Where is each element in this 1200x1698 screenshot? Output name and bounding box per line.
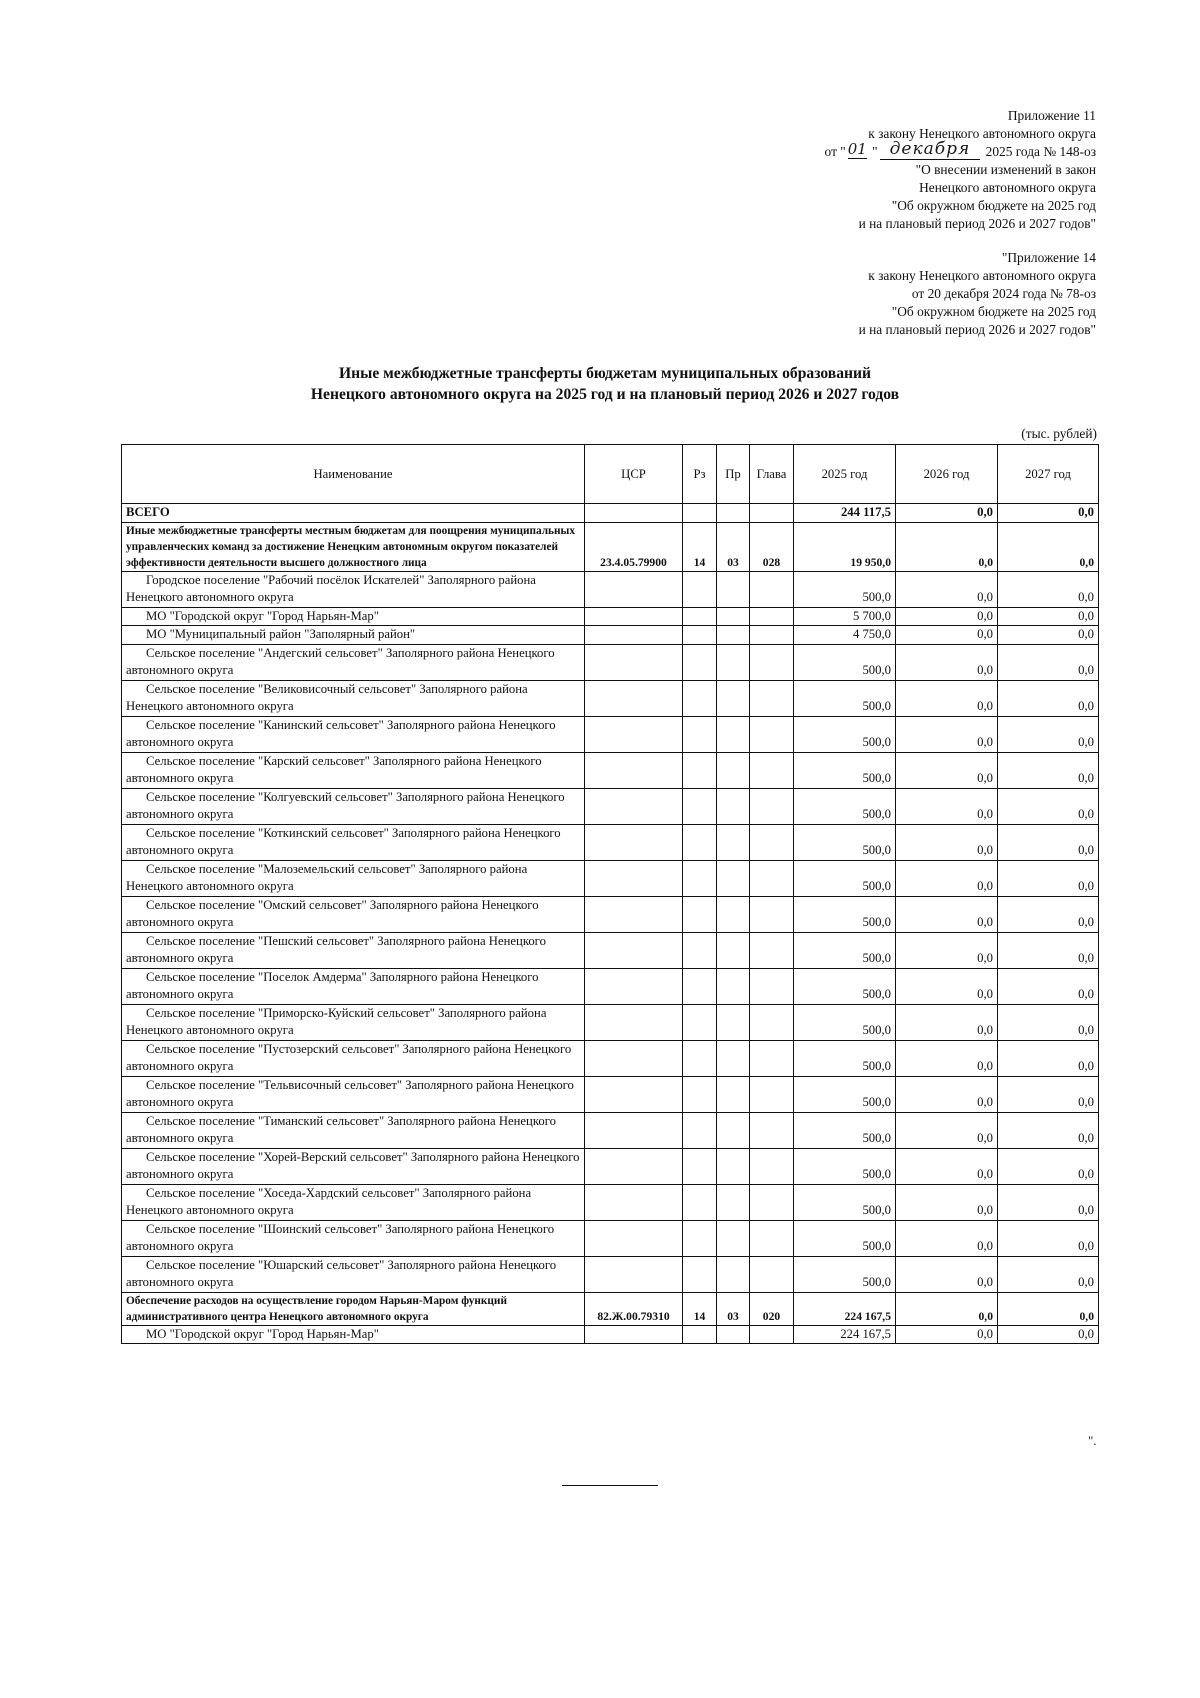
cell-pr: [717, 504, 750, 523]
cell-2027: 0,0: [998, 626, 1099, 645]
cell-2026: 0,0: [896, 626, 998, 645]
cell-2026: 0,0: [896, 1325, 998, 1344]
annex-title-1: "О внесении изменений в закон: [915, 162, 1096, 177]
section-row: [122, 522, 1099, 571]
table-row: [122, 752, 1099, 788]
cell-rz: [683, 824, 717, 860]
amended-law-title-1: "Об окружном бюджете на 2025 год: [891, 304, 1096, 319]
cell-pr: 03: [717, 522, 750, 571]
cell-glava: [750, 1076, 794, 1112]
cell-name-text: Сельское поселение "Пешский сельсовет" Заполярного района Ненецкого автономного округа: [126, 933, 546, 965]
cell-2025: 224 167,5: [794, 1325, 896, 1344]
cell-2025: 244 117,5: [794, 504, 896, 523]
cell-csr: [585, 504, 683, 523]
cell-2027: 0,0: [998, 1292, 1099, 1325]
cell-rz: [683, 1148, 717, 1184]
cell-name: [122, 1184, 585, 1220]
cell-pr: [717, 896, 750, 932]
cell-2027: 0,0: [998, 1076, 1099, 1112]
cell-2026: 0,0: [896, 1184, 998, 1220]
cell-rz: [683, 607, 717, 626]
cell-pr: [717, 968, 750, 1004]
cell-2027: 0,0: [998, 522, 1099, 571]
cell-2026: 0,0: [896, 1256, 998, 1292]
cell-rz: [683, 571, 717, 607]
cell-name: [122, 860, 585, 896]
cell-2026: 0,0: [896, 1076, 998, 1112]
cell-2027: 0,0: [998, 607, 1099, 626]
cell-2027: 0,0: [998, 716, 1099, 752]
cell-glava: [750, 571, 794, 607]
col-header-2026: 2026 год: [896, 445, 998, 504]
cell-glava: [750, 716, 794, 752]
cell-glava: [750, 1184, 794, 1220]
cell-name: [122, 752, 585, 788]
cell-glava: [750, 968, 794, 1004]
cell-name-text: Сельское поселение "Канинский сельсовет" Заполярного района Ненецкого автономного округа: [126, 717, 556, 749]
cell-csr: [585, 644, 683, 680]
end-divider: [562, 1485, 658, 1486]
cell-name: [122, 788, 585, 824]
cell-2026: 0,0: [896, 1148, 998, 1184]
cell-pr: [717, 1184, 750, 1220]
section-row: [122, 1292, 1099, 1325]
cell-2026: 0,0: [896, 752, 998, 788]
amended-annex-number: "Приложение 14: [1001, 250, 1096, 265]
cell-csr: [585, 1325, 683, 1344]
handwritten-day: 01: [847, 140, 867, 159]
cell-name: [122, 824, 585, 860]
cell-rz: [683, 626, 717, 645]
cell-csr: [585, 1148, 683, 1184]
cell-2025: 500,0: [794, 1112, 896, 1148]
cell-csr: 23.4.05.79900: [585, 522, 683, 571]
cell-name: [122, 1256, 585, 1292]
cell-rz: [683, 932, 717, 968]
cell-2026: 0,0: [896, 896, 998, 932]
cell-2026: 0,0: [896, 1040, 998, 1076]
cell-2025: 19 950,0: [794, 522, 896, 571]
annex-number: Приложение 11: [1007, 108, 1096, 123]
cell-csr: [585, 788, 683, 824]
cell-csr: [585, 1220, 683, 1256]
cell-glava: [750, 504, 794, 523]
cell-glava: [750, 1220, 794, 1256]
cell-csr: [585, 1076, 683, 1112]
cell-name-text: Сельское поселение "Хоседа-Хардский сельсовет" Заполярного района Ненецкого автономного округа: [126, 1185, 532, 1217]
cell-glava: [750, 896, 794, 932]
cell-2025: 4 750,0: [794, 626, 896, 645]
cell-glava: 028: [750, 522, 794, 571]
cell-name-text: Сельское поселение "Юшарский сельсовет" Заполярного района Ненецкого автономного округа: [126, 1257, 557, 1289]
annex-title-2: Ненецкого автономного округа: [919, 180, 1096, 195]
cell-glava: [750, 824, 794, 860]
cell-2027: 0,0: [998, 1040, 1099, 1076]
cell-rz: [683, 788, 717, 824]
cell-2026: 0,0: [896, 522, 998, 571]
cell-csr: [585, 752, 683, 788]
col-header-name: Наименование: [122, 445, 585, 504]
cell-csr: [585, 716, 683, 752]
cell-2025: 500,0: [794, 932, 896, 968]
annex-law-ref: к закону Ненецкого автономного округа: [868, 126, 1096, 141]
transfers-table: [121, 444, 1099, 1344]
units-label: (тыс. рублей): [1021, 426, 1097, 441]
cell-pr: [717, 752, 750, 788]
cell-csr: [585, 607, 683, 626]
cell-2027: 0,0: [998, 504, 1099, 523]
table-row: [122, 644, 1099, 680]
amended-law-title-2: и на плановый период 2026 и 2027 годов": [858, 322, 1096, 337]
cell-name-text: МО "Муниципальный район "Заполярный район": [146, 627, 416, 641]
amended-law-date: от 20 декабря 2024 года № 78-оз: [911, 286, 1096, 301]
table-row: [122, 571, 1099, 607]
cell-2027: 0,0: [998, 752, 1099, 788]
cell-glava: [750, 1256, 794, 1292]
cell-2027: 0,0: [998, 1325, 1099, 1344]
cell-rz: [683, 1112, 717, 1148]
cell-csr: [585, 626, 683, 645]
table-row: [122, 1325, 1099, 1344]
cell-2026: 0,0: [896, 504, 998, 523]
cell-2027: 0,0: [998, 860, 1099, 896]
cell-csr: [585, 968, 683, 1004]
cell-csr: [585, 824, 683, 860]
cell-2025: 500,0: [794, 1076, 896, 1112]
cell-pr: [717, 607, 750, 626]
cell-2026: 0,0: [896, 860, 998, 896]
table-row: [122, 1220, 1099, 1256]
cell-2025: 500,0: [794, 571, 896, 607]
annex-date-line: от " 01 " декабря 2025 года № 148-оз: [824, 139, 1096, 160]
cell-name: [122, 1112, 585, 1148]
table-row: [122, 1004, 1099, 1040]
cell-name-text: Сельское поселение "Карский сельсовет" Заполярного района Ненецкого автономного округа: [126, 753, 542, 785]
cell-pr: [717, 571, 750, 607]
cell-glava: [750, 1040, 794, 1076]
cell-2026: 0,0: [896, 932, 998, 968]
cell-pr: [717, 788, 750, 824]
cell-pr: [717, 1112, 750, 1148]
cell-name: Обеспечение расходов на осуществление городом Нарьян-Маром функций административного центра Ненецкого автономного округа: [122, 1292, 585, 1325]
amended-annex-header: [859, 249, 1096, 339]
cell-name: [122, 607, 585, 626]
cell-csr: [585, 1112, 683, 1148]
cell-2026: 0,0: [896, 716, 998, 752]
cell-csr: [585, 896, 683, 932]
cell-2026: 0,0: [896, 1220, 998, 1256]
cell-2027: 0,0: [998, 1220, 1099, 1256]
cell-name: [122, 1004, 585, 1040]
col-header-2027: 2027 год: [998, 445, 1099, 504]
cell-name-text: Сельское поселение "Шоинский сельсовет" Заполярного района Ненецкого автономного округа: [126, 1221, 555, 1253]
cell-pr: [717, 1148, 750, 1184]
cell-rz: [683, 896, 717, 932]
cell-glava: [750, 1004, 794, 1040]
table-row: [122, 1076, 1099, 1112]
table-row: [122, 932, 1099, 968]
cell-pr: [717, 1325, 750, 1344]
amended-law-ref: к закону Ненецкого автономного округа: [868, 268, 1096, 283]
col-header-2025: 2025 год: [794, 445, 896, 504]
cell-csr: [585, 680, 683, 716]
cell-name: Иные межбюджетные трансферты местным бюджетам для поощрения муниципальных управленческих команд за достижение Ненецким автономным округом показателей эффективности деятельности высшего должностного лица: [122, 522, 585, 571]
cell-rz: [683, 1220, 717, 1256]
cell-glava: [750, 607, 794, 626]
cell-2025: 500,0: [794, 1004, 896, 1040]
cell-2027: 0,0: [998, 824, 1099, 860]
cell-2026: 0,0: [896, 607, 998, 626]
cell-name: [122, 896, 585, 932]
document-title: Иные межбюджетные трансферты бюджетам муниципальных образований Ненецкого автономного округа на 2025 год и на плановый период 2026 и 2027 годов: [310, 365, 900, 403]
cell-pr: [717, 644, 750, 680]
cell-name-text: Сельское поселение "Колгуевский сельсовет" Заполярного района Ненецкого автономного округа: [126, 789, 565, 821]
cell-rz: [683, 1004, 717, 1040]
cell-name-text: Сельское поселение "Великовисочный сельсовет" Заполярного района Ненецкого автономного округа: [126, 681, 528, 713]
table-row: [122, 1148, 1099, 1184]
cell-glava: [750, 788, 794, 824]
cell-2027: 0,0: [998, 644, 1099, 680]
table-row: [122, 607, 1099, 626]
cell-2026: 0,0: [896, 680, 998, 716]
cell-2026: 0,0: [896, 571, 998, 607]
cell-name-text: Сельское поселение "Приморско-Куйский сельсовет" Заполярного района Ненецкого автономного округа: [126, 1005, 547, 1037]
cell-rz: [683, 1076, 717, 1112]
cell-2027: 0,0: [998, 1256, 1099, 1292]
cell-name: [122, 1220, 585, 1256]
cell-name-text: Сельское поселение "Коткинский сельсовет" Заполярного района Ненецкого автономного округа: [126, 825, 561, 857]
cell-pr: [717, 716, 750, 752]
cell-rz: 14: [683, 1292, 717, 1325]
cell-glava: [750, 1112, 794, 1148]
cell-name: [122, 1040, 585, 1076]
cell-csr: [585, 860, 683, 896]
cell-pr: 03: [717, 1292, 750, 1325]
table-row: [122, 680, 1099, 716]
cell-rz: 14: [683, 522, 717, 571]
table-row: [122, 1112, 1099, 1148]
table-row: [122, 1184, 1099, 1220]
cell-2027: 0,0: [998, 896, 1099, 932]
cell-name-text: Сельское поселение "Омский сельсовет" Заполярного района Ненецкого автономного округа: [126, 897, 539, 929]
cell-name-text: Сельское поселение "Хорей-Верский сельсовет" Заполярного района Ненецкого автономного округа: [126, 1149, 580, 1181]
cell-name: [122, 626, 585, 645]
cell-name: [122, 680, 585, 716]
cell-name: [122, 932, 585, 968]
cell-2027: 0,0: [998, 932, 1099, 968]
cell-2025: 500,0: [794, 1184, 896, 1220]
cell-2026: 0,0: [896, 644, 998, 680]
cell-glava: 020: [750, 1292, 794, 1325]
cell-2026: 0,0: [896, 788, 998, 824]
cell-name: [122, 644, 585, 680]
table-row: [122, 860, 1099, 896]
cell-2025: 500,0: [794, 752, 896, 788]
cell-glava: [750, 752, 794, 788]
cell-csr: [585, 1184, 683, 1220]
cell-rz: [683, 1325, 717, 1344]
cell-rz: [683, 716, 717, 752]
cell-2026: 0,0: [896, 1292, 998, 1325]
cell-name-text: Сельское поселение "Тельвисочный сельсовет" Заполярного района Ненецкого автономного округа: [126, 1077, 574, 1109]
cell-2025: 500,0: [794, 1256, 896, 1292]
cell-name-text: МО "Городской округ "Город Нарьян-Мар": [146, 1326, 379, 1341]
cell-pr: [717, 1220, 750, 1256]
cell-rz: [683, 680, 717, 716]
cell-2025: 500,0: [794, 788, 896, 824]
cell-name-text: Сельское поселение "Малоземельский сельсовет" Заполярного района Ненецкого автономного округа: [126, 861, 528, 893]
cell-pr: [717, 860, 750, 896]
cell-glava: [750, 932, 794, 968]
cell-2025: 500,0: [794, 1040, 896, 1076]
cell-name: [122, 1076, 585, 1112]
cell-2025: 500,0: [794, 716, 896, 752]
cell-name-text: Сельское поселение "Поселок Амдерма" Заполярного района Ненецкого автономного округа: [126, 969, 539, 1001]
cell-csr: 82.Ж.00.79310: [585, 1292, 683, 1325]
cell-rz: [683, 968, 717, 1004]
cell-2026: 0,0: [896, 1112, 998, 1148]
col-header-csr: ЦСР: [585, 445, 683, 504]
cell-name: ВСЕГО: [122, 504, 585, 523]
cell-2025: 224 167,5: [794, 1292, 896, 1325]
cell-2025: 500,0: [794, 968, 896, 1004]
cell-2025: 500,0: [794, 1220, 896, 1256]
cell-rz: [683, 1184, 717, 1220]
cell-csr: [585, 1256, 683, 1292]
table-row: [122, 824, 1099, 860]
cell-2027: 0,0: [998, 1004, 1099, 1040]
col-header-pr: Пр: [717, 445, 750, 504]
cell-2025: 5 700,0: [794, 607, 896, 626]
handwritten-month: декабря: [880, 140, 981, 159]
cell-name: [122, 968, 585, 1004]
table-row: [122, 1040, 1099, 1076]
cell-2026: 0,0: [896, 968, 998, 1004]
cell-csr: [585, 571, 683, 607]
cell-2025: 500,0: [794, 1148, 896, 1184]
cell-pr: [717, 1004, 750, 1040]
table-header-row: [122, 445, 1099, 504]
cell-glava: [750, 626, 794, 645]
cell-rz: [683, 1256, 717, 1292]
cell-rz: [683, 752, 717, 788]
cell-name-text: Сельское поселение "Андегский сельсовет" Заполярного района Ненецкого автономного округа: [126, 645, 555, 677]
cell-name-text: Сельское поселение "Пустозерский сельсовет" Заполярного района Ненецкого автономного округа: [126, 1041, 572, 1073]
cell-glava: [750, 644, 794, 680]
cell-pr: [717, 1076, 750, 1112]
cell-2025: 500,0: [794, 644, 896, 680]
cell-glava: [750, 1325, 794, 1344]
cell-rz: [683, 860, 717, 896]
table-row: [122, 788, 1099, 824]
col-header-rz: Рз: [683, 445, 717, 504]
cell-csr: [585, 932, 683, 968]
cell-csr: [585, 1040, 683, 1076]
cell-pr: [717, 1040, 750, 1076]
cell-name: [122, 716, 585, 752]
cell-pr: [717, 1256, 750, 1292]
cell-rz: [683, 504, 717, 523]
cell-name-text: Городское поселение "Рабочий посёлок Искателей" Заполярного района Ненецкого автономного округа: [126, 572, 536, 604]
cell-2027: 0,0: [998, 788, 1099, 824]
cell-pr: [717, 932, 750, 968]
cell-pr: [717, 680, 750, 716]
cell-name: [122, 1148, 585, 1184]
cell-rz: [683, 1040, 717, 1076]
col-header-glava: Глава: [750, 445, 794, 504]
cell-2025: 500,0: [794, 860, 896, 896]
cell-2026: 0,0: [896, 824, 998, 860]
cell-csr: [585, 1004, 683, 1040]
cell-pr: [717, 824, 750, 860]
cell-2025: 500,0: [794, 896, 896, 932]
total-row: [122, 504, 1099, 523]
cell-pr: [717, 626, 750, 645]
cell-glava: [750, 680, 794, 716]
annex-header: [825, 107, 1096, 233]
annex-title-3: "Об окружном бюджете на 2025 год: [891, 198, 1096, 213]
table-row: [122, 968, 1099, 1004]
table-row: [122, 716, 1099, 752]
cell-2027: 0,0: [998, 1184, 1099, 1220]
cell-2025: 500,0: [794, 680, 896, 716]
closing-mark: ".: [1088, 1433, 1097, 1448]
cell-2026: 0,0: [896, 1004, 998, 1040]
table-body: [122, 504, 1099, 1344]
cell-name-text: Сельское поселение "Тиманский сельсовет" Заполярного района Ненецкого автономного округа: [126, 1113, 556, 1145]
cell-2027: 0,0: [998, 1148, 1099, 1184]
cell-2027: 0,0: [998, 968, 1099, 1004]
cell-2027: 0,0: [998, 1112, 1099, 1148]
table-row: [122, 1256, 1099, 1292]
table-row: [122, 896, 1099, 932]
cell-glava: [750, 1148, 794, 1184]
cell-glava: [750, 860, 794, 896]
table-row: [122, 626, 1099, 645]
cell-rz: [683, 644, 717, 680]
cell-2027: 0,0: [998, 571, 1099, 607]
cell-name: [122, 1325, 585, 1344]
cell-name: [122, 571, 585, 607]
cell-2025: 500,0: [794, 824, 896, 860]
cell-name-text: МО "Городской округ "Город Нарьян-Мар": [146, 608, 379, 623]
cell-2027: 0,0: [998, 680, 1099, 716]
annex-title-4: и на плановый период 2026 и 2027 годов": [858, 216, 1096, 231]
